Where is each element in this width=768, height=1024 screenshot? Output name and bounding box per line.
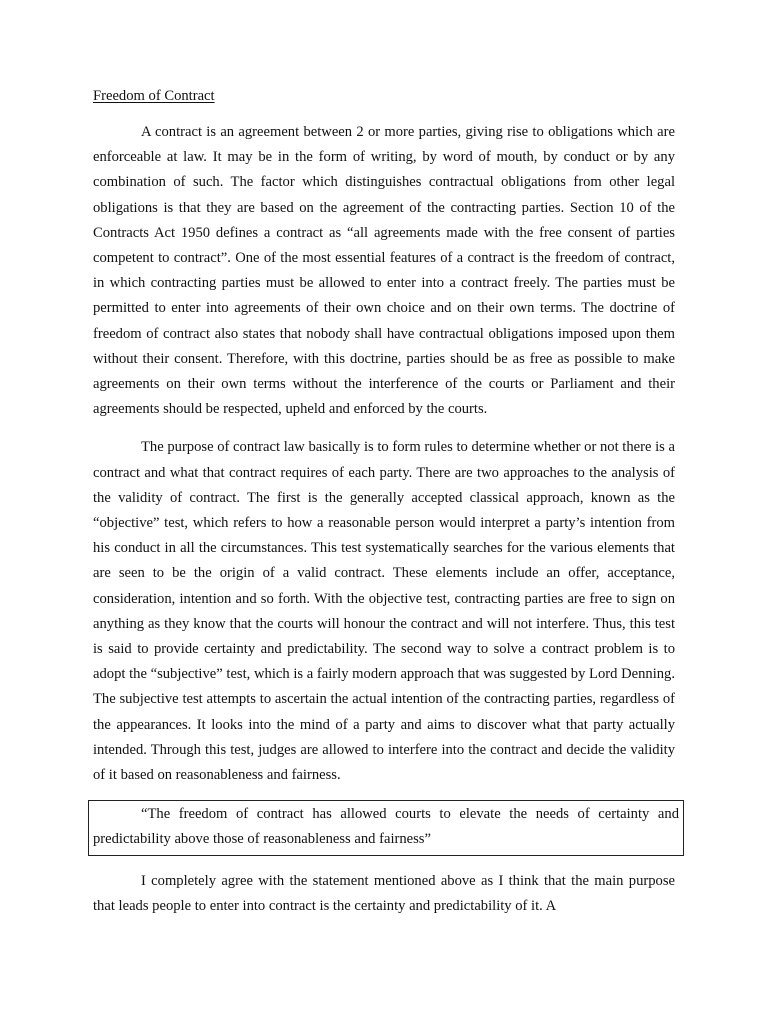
paragraph-opinion: I completely agree with the statement mentioned above as I think that the main purpose that leads people to enter into contract is the certainty and predictability of it. A xyxy=(93,872,675,914)
paragraph-definition: A contract is an agreement between 2 or more parties, giving rise to obligations which are enforceable at law. It may be in the form of writing, by word of mouth, by conduct or by any combination of such. The factor which distinguishes contractual obligations from other legal obligations is that they are based on the agreement of the contracting parties. Section 10 of the Contracts Act 1950 defines a contract as “all agreements made with the free consent of parties competent to contract”. One of the most essential features of a contract is the freedom of contract, in which contracting parties must be allowed to enter into a contract freely. The parties must be permitted to enter into agreements of their own choice and on their own terms. The doctrine of freedom of contract also states that nobody shall have contractual obligations imposed upon them without their consent. Therefore, with this doctrine, parties should be as free as possible to make agreements on their own terms without the interference of the courts or Parliament and their agreements should be respected, upheld and enforced by the courts. xyxy=(93,124,675,418)
paragraph-approaches: The purpose of contract law basically is to form rules to determine whether or not there is a contract and what that contract requires of each party. There are two approaches to the analysis of the validity of contract. The first is the generally accepted classical approach, known as the “objective” test, which refers to how a reasonable person would interpret a party’s intention from his conduct in all the circumstances. This test systematically searches for the various elements that are seen to be the origin of a valid contract. These elements include an offer, acceptance, consideration, intention and so forth. With the objective test, contracting parties are free to sign on anything as they know that the courts will honour the contract and will not interfere. Thus, this test is said to provide certainty and predictability. The second way to solve a contract problem is to adopt the “subjective” test, which is a fairly modern approach that was suggested by Lord Denning. The subjective test attempts to ascertain the actual intention of the contracting parties, regardless of the appearances. It looks into the mind of a party and aims to discover what that party actually intended. Through this test, judges are allowed to interfere into the contract and decide the validity of it based on reasonableness and fairness. xyxy=(93,439,675,784)
quote-box xyxy=(88,800,684,855)
document-title: Freedom of Contract xyxy=(93,88,215,104)
quote-text: “The freedom of contract has allowed courts to elevate the needs of certainty and predictability above those of reasonableness and fairness” xyxy=(93,806,679,848)
document-body xyxy=(93,84,679,919)
